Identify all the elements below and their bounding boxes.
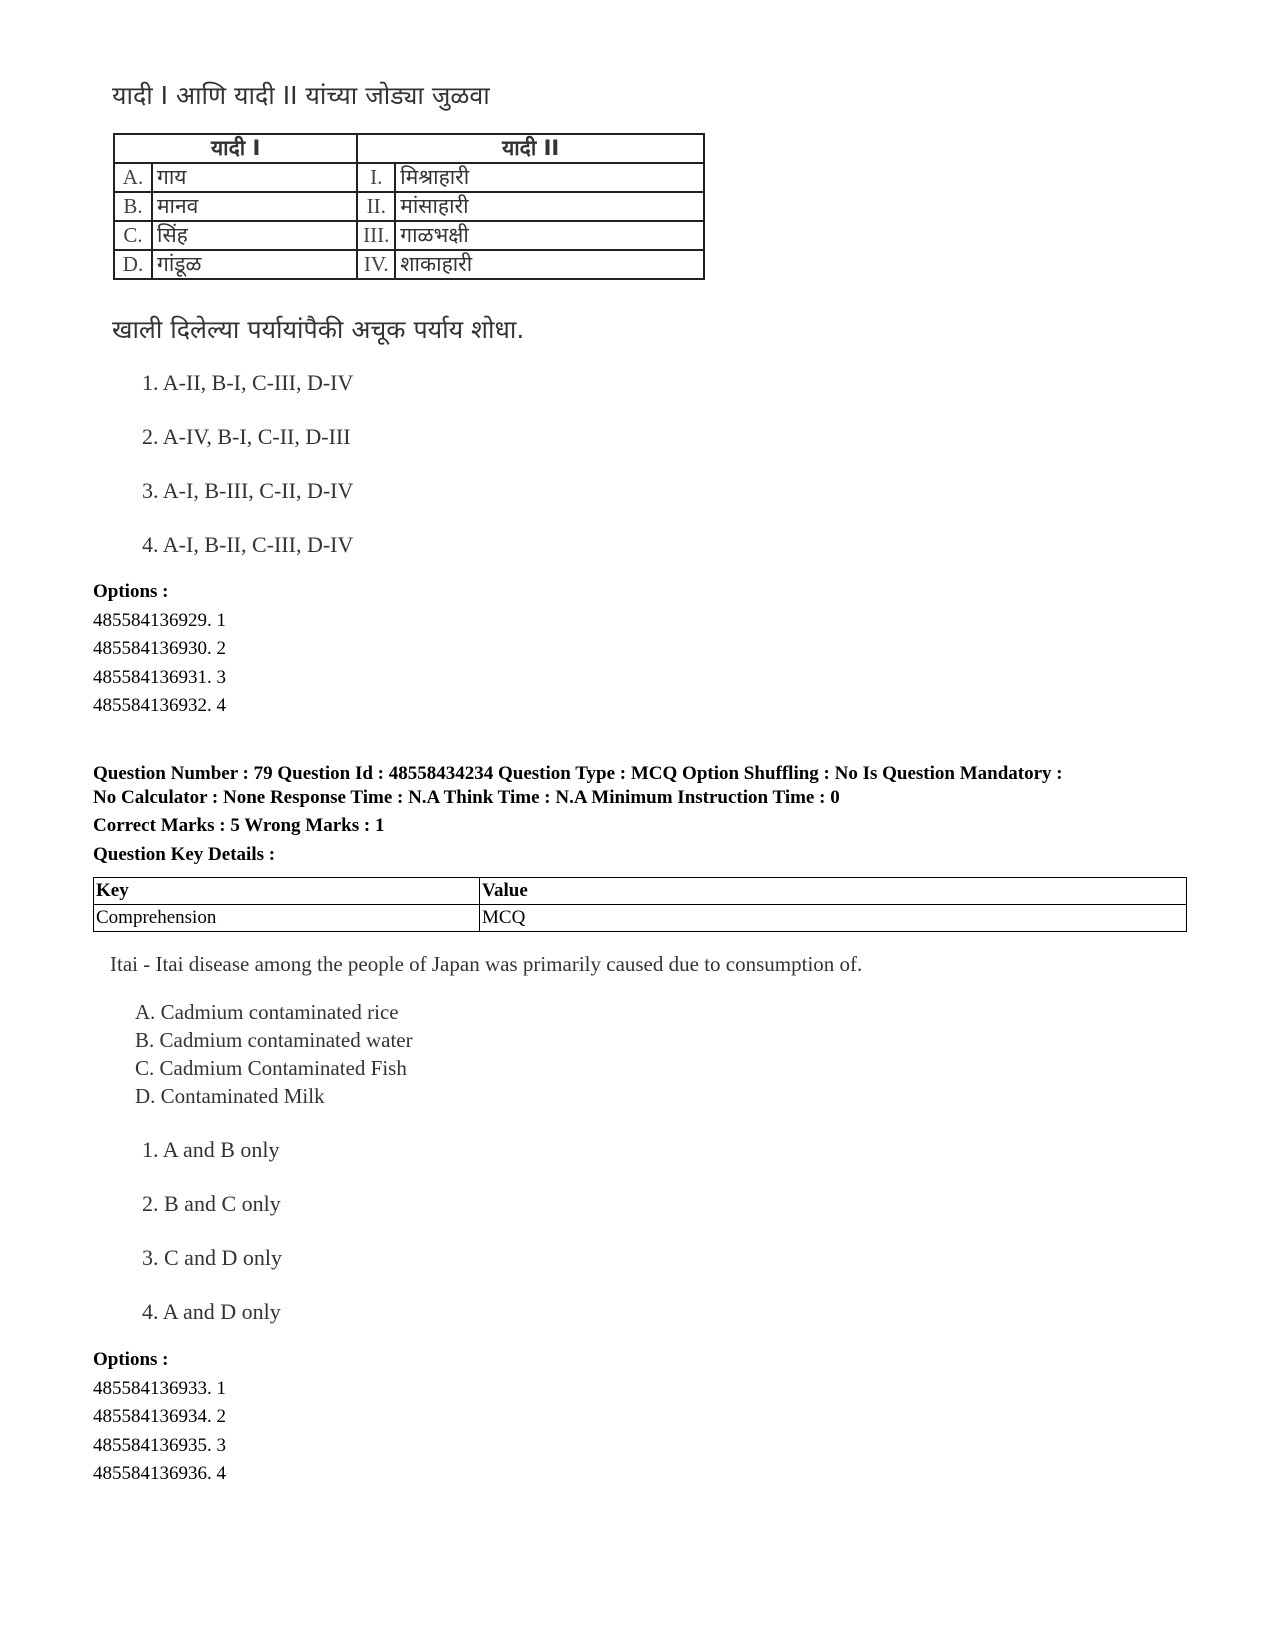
choice-item: 3. A-I, B-III, C-II, D-IV	[142, 478, 354, 503]
table-cell-value: MCQ	[480, 905, 1187, 932]
choice-item: 2. B and C only	[142, 1191, 281, 1216]
question-79-stem: Itai - Itai disease among the people of Japan was primarily caused due to consumption of.	[110, 952, 863, 976]
row-label: II.	[357, 192, 395, 221]
match-table-row	[114, 221, 704, 250]
statement-item: D. Contaminated Milk	[135, 1084, 325, 1108]
match-table	[113, 133, 705, 280]
list-1-item: सिंह	[152, 221, 357, 250]
row-label: B.	[114, 192, 152, 221]
row-label: III.	[357, 221, 395, 250]
list-2-header: यादी II	[357, 134, 704, 163]
question-79-meta: Question Number : 79 Question Id : 48558434234 Question Type : MCQ Option Shuffling : No Is Question Mandatory :	[93, 763, 1063, 784]
options-label: Options :	[93, 1349, 169, 1370]
question-key-details-label: Question Key Details :	[93, 844, 276, 865]
list-1-item: गांडूळ	[152, 250, 357, 279]
match-table-row	[114, 192, 704, 221]
table-header-value: Value	[480, 878, 1187, 905]
choice-item: 1. A-II, B-I, C-III, D-IV	[142, 370, 354, 395]
table-row	[94, 878, 1187, 905]
question-79-meta-continued: No Calculator : None Response Time : N.A Think Time : N.A Minimum Instruction Time : 0	[93, 787, 840, 808]
option-id: 485584136936. 4	[93, 1463, 226, 1484]
match-table-row	[114, 250, 704, 279]
row-label: I.	[357, 163, 395, 192]
list-1-item: मानव	[152, 192, 357, 221]
option-id: 485584136931. 3	[93, 667, 226, 688]
question-79-marks: Correct Marks : 5 Wrong Marks : 1	[93, 815, 385, 836]
choice-item: 1. A and B only	[142, 1137, 280, 1162]
match-table-row	[114, 163, 704, 192]
option-id: 485584136930. 2	[93, 638, 226, 659]
options-label: Options :	[93, 581, 169, 602]
choice-item: 4. A and D only	[142, 1299, 281, 1324]
table-cell-key: Comprehension	[94, 905, 480, 932]
choice-item: 3. C and D only	[142, 1245, 282, 1270]
option-id: 485584136933. 1	[93, 1378, 226, 1399]
list-1-item: गाय	[152, 163, 357, 192]
list-2-item: मिश्राहारी	[395, 163, 704, 192]
row-label: IV.	[357, 250, 395, 279]
statement-item: B. Cadmium contaminated water	[135, 1028, 413, 1052]
question-78-title: यादी I आणि यादी II यांच्या जोड्या जुळवा	[112, 81, 490, 110]
match-table-header-row	[114, 134, 704, 163]
option-id: 485584136929. 1	[93, 610, 226, 631]
row-label: A.	[114, 163, 152, 192]
table-header-key: Key	[94, 878, 480, 905]
statement-item: A. Cadmium contaminated rice	[135, 1000, 399, 1024]
choice-item: 2. A-IV, B-I, C-II, D-III	[142, 424, 351, 449]
row-label: D.	[114, 250, 152, 279]
list-2-item: मांसाहारी	[395, 192, 704, 221]
row-label: C.	[114, 221, 152, 250]
statement-item: C. Cadmium Contaminated Fish	[135, 1056, 407, 1080]
key-details-table	[93, 877, 1187, 932]
list-2-item: शाकाहारी	[395, 250, 704, 279]
list-2-item: गाळभक्षी	[395, 221, 704, 250]
choice-item: 4. A-I, B-II, C-III, D-IV	[142, 532, 354, 557]
table-row	[94, 905, 1187, 932]
list-1-header: यादी I	[114, 134, 357, 163]
option-id: 485584136934. 2	[93, 1406, 226, 1427]
question-78-instruction: खाली दिलेल्या पर्यायांपैकी अचूक पर्याय शोधा.	[112, 315, 525, 344]
option-id: 485584136932. 4	[93, 695, 226, 716]
option-id: 485584136935. 3	[93, 1435, 226, 1456]
